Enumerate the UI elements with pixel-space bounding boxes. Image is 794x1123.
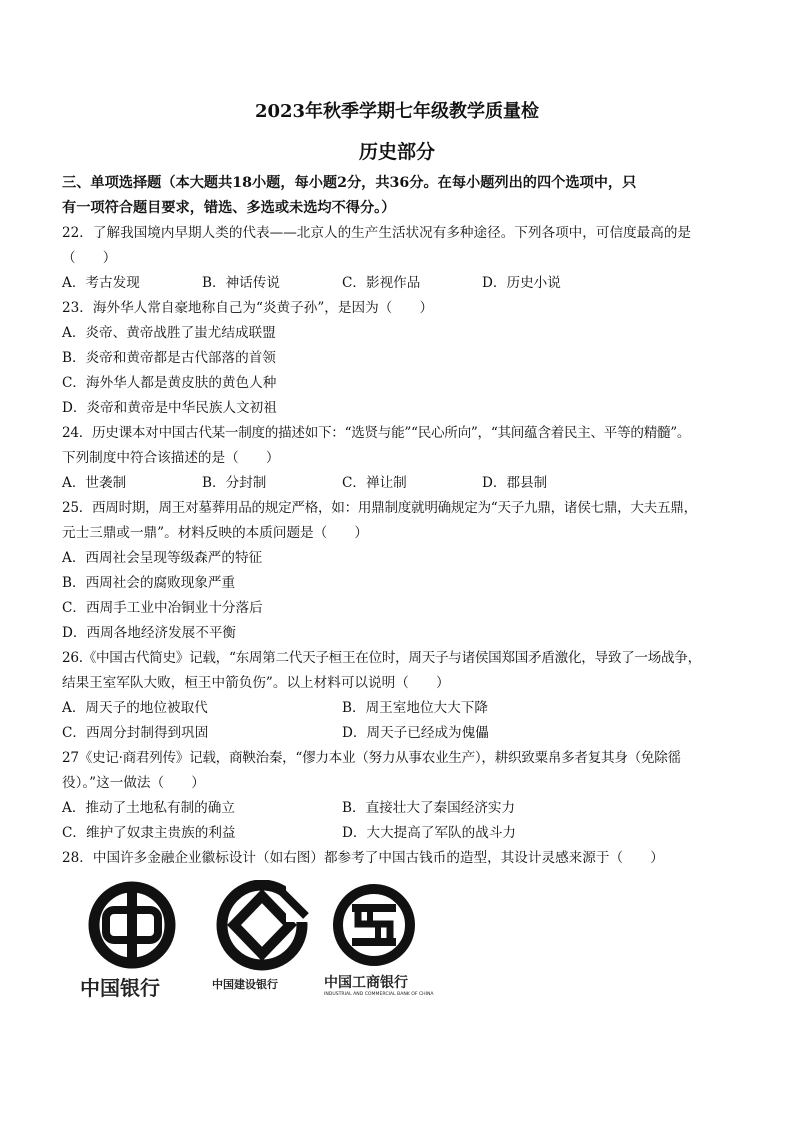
- section-instructions-line1: 三、单项选择题（本大题共18小题，每小题2分，共36分。在每小题列出的四个选项中，只: [62, 175, 637, 191]
- q26-option-c: C．西周分封制得到巩固: [62, 725, 209, 741]
- q22-option-b: B．神话传说: [202, 275, 280, 291]
- q23-option-d: D．炎帝和黄帝是中华民族人文初祖: [62, 400, 277, 416]
- exam-title: 2023年秋季学期七年级教学质量检: [254, 101, 540, 122]
- icbc-logo-icon: [338, 889, 410, 961]
- q22-stem-line1: 22．了解我国境内早期人类的代表——北京人的生产生活状况有多种途径。下列各项中，可信度最高的是: [62, 225, 692, 241]
- q22-option-a: A．考古发现: [62, 275, 140, 291]
- q25-option-a: A．西周社会呈现等级森严的特征: [62, 550, 263, 566]
- q24-option-a: A．世袭制: [62, 475, 127, 491]
- q24-option-b: B．分封制: [202, 475, 267, 491]
- q27-option-b: B．直接壮大了秦国经济实力: [342, 800, 516, 816]
- q24-option-d: D．郡县制: [482, 475, 548, 491]
- section-instructions-line2: 有一项符合题目要求，错选、多选或未选均不得分。）: [62, 200, 396, 216]
- icbc-logo-english: INDUSTRIAL AND COMMERCIAL BANK OF CHINA: [324, 992, 434, 997]
- q25-stem-line2: 元士三鼎或一鼎”。材料反映的本质问题是（ ）: [62, 525, 369, 541]
- q24-option-c: C．禅让制: [342, 475, 407, 491]
- q26-option-a: A．周天子的地位被取代: [62, 700, 208, 716]
- boc-logo-text: 中国银行: [80, 976, 160, 1000]
- q24-stem-line1: 24．历史课本对中国古代某一制度的描述如下：“选贤与能”“民心所向”，“其间蕴含着民主、平等的精髓”。: [62, 425, 691, 441]
- q23-option-c: C．海外华人都是黄皮肤的黄色人种: [62, 375, 277, 391]
- bank-logos-figure: [62, 880, 462, 1020]
- q25-stem-line1: 25．西周时期，周王对墓葬用品的规定严格，如：用鼎制度就明确规定为“天子九鼎，诸侯七鼎，大夫五鼎，: [62, 500, 697, 516]
- q23-option-b: B．炎帝和黄帝都是古代部落的首领: [62, 350, 276, 366]
- q27-stem-line1: 27《史记·商君列传》记载，商鞅治秦，“僇力本业（努力从事农业生产），耕织致粟帛多者复其身（免除徭: [62, 750, 681, 766]
- exam-subtitle: 历史部分: [358, 141, 435, 163]
- q26-stem-line1: 26.《中国古代简史》记载，“东周第二代天子桓王在位时，周天子与诸侯国郑国矛盾激化，导致了一场战争，: [62, 650, 701, 666]
- q25-option-b: B．西周社会的腐败现象严重: [62, 575, 236, 591]
- boc-logo-icon: [94, 884, 170, 966]
- q22-stem-line2: （ ）: [62, 250, 117, 266]
- q26-option-b: B．周王室地位大大下降: [342, 700, 488, 716]
- ccb-logo-icon: [222, 882, 316, 965]
- q22-option-c: C．影视作品: [342, 275, 421, 291]
- q26-stem-line2: 结果王室军队大败，桓王中箭负伤”。以上材料可以说明（ ）: [62, 675, 450, 691]
- ccb-logo-text: 中国建设银行: [212, 978, 278, 991]
- q25-option-c: C．西周手工业中冶铜业十分落后: [62, 600, 263, 616]
- q23-option-a: A．炎帝、黄帝战胜了蚩尤结成联盟: [62, 325, 276, 341]
- q25-option-d: D．西周各地经济发展不平衡: [62, 625, 237, 641]
- q26-option-d: D．周天子已经成为傀儡: [342, 725, 489, 741]
- q28-stem: 28．中国许多金融企业徽标设计（如右图）都参考了中国古钱币的造型，其设计灵感来源于（ ）: [62, 850, 664, 866]
- q27-option-d: D．大大提高了军队的战斗力: [342, 825, 517, 841]
- q27-option-a: A．推动了土地私有制的确立: [62, 800, 235, 816]
- q27-stem-line2: 役）。”这一做法（ ）: [62, 775, 205, 791]
- q27-option-c: C．维护了奴隶主贵族的利益: [62, 825, 236, 841]
- q24-stem-line2: 下列制度中符合该描述的是（ ）: [62, 450, 280, 466]
- icbc-logo-text: 中国工商银行: [324, 975, 408, 991]
- q22-option-d: D．历史小说: [482, 275, 561, 291]
- q23-stem: 23．海外华人常自豪地称自己为“炎黄子孙”，是因为（ ）: [62, 300, 434, 316]
